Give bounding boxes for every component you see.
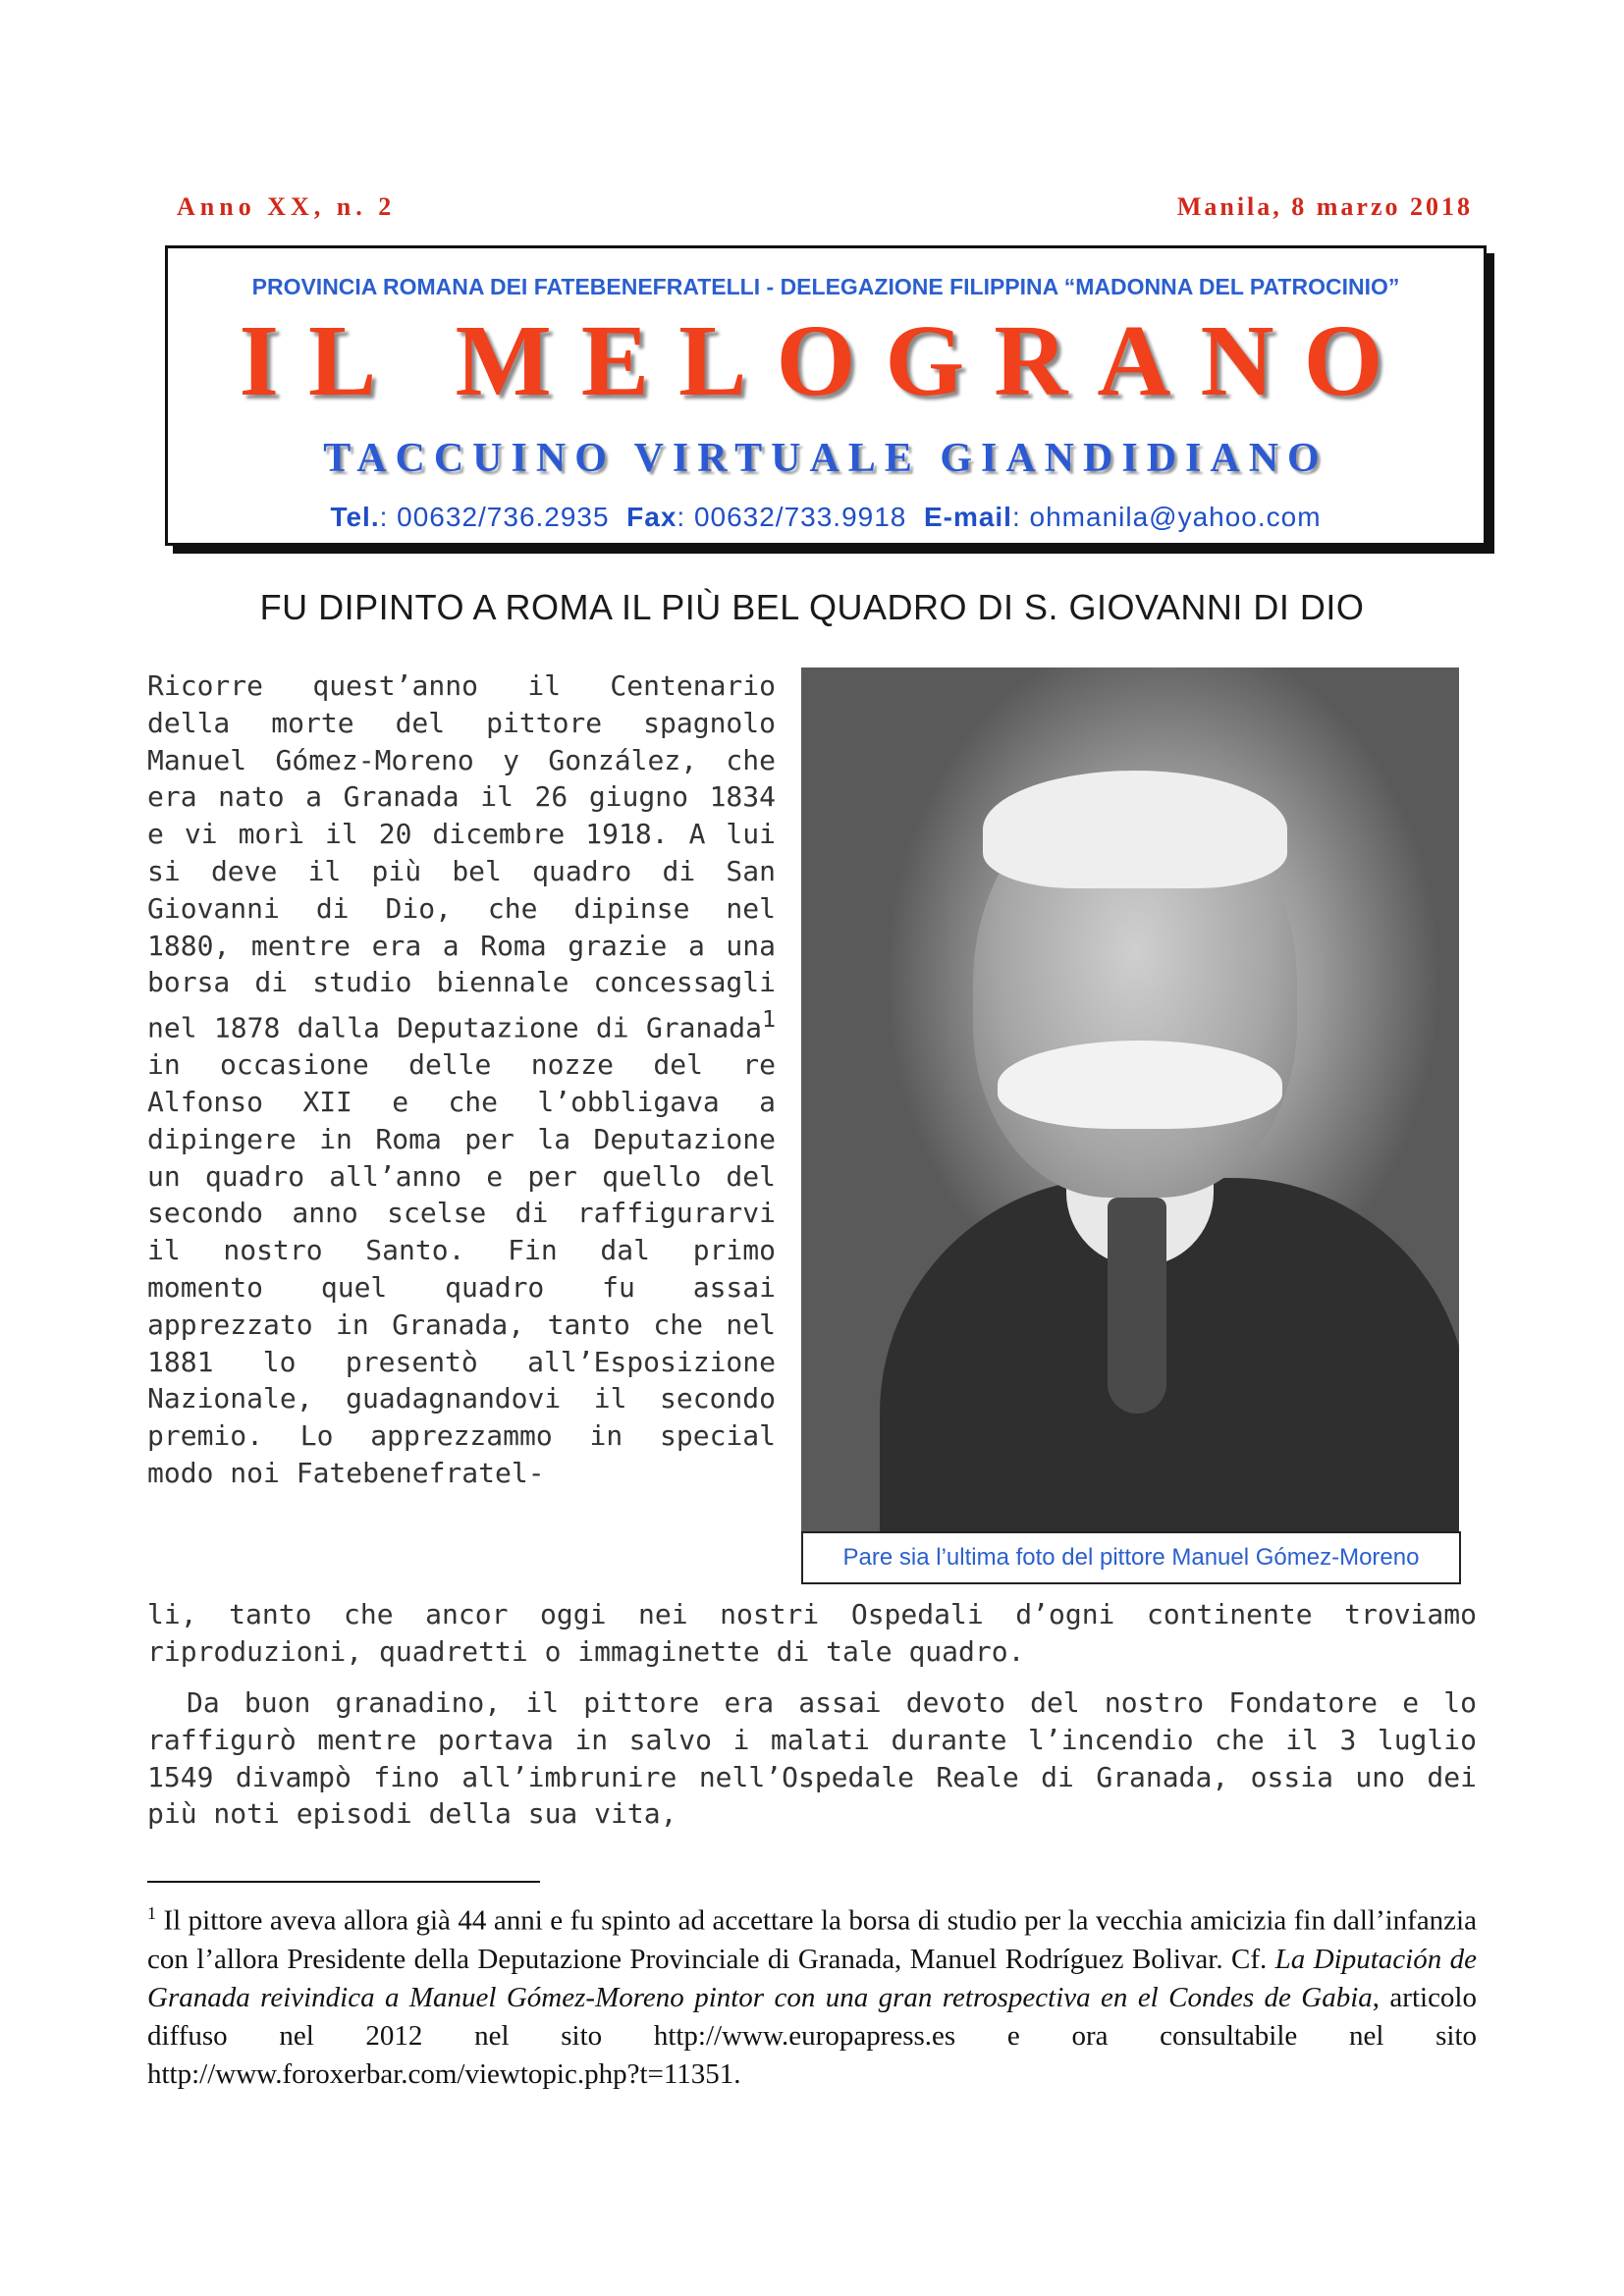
masthead-title: IL MELOGRANO bbox=[239, 304, 1413, 417]
article-paragraph-1 bbox=[147, 667, 776, 1492]
photo-caption: Pare sia l’ultima foto del pittore Manuel Gómez-Moreno bbox=[801, 1531, 1461, 1584]
paragraph-1-continued: li, tanto che ancor oggi nei nostri Ospedali d’ogni continente troviamo riproduzioni, quadretti o immaginette di tale quadro. bbox=[147, 1598, 1477, 1668]
photo-tie bbox=[1108, 1198, 1166, 1414]
paragraph-1-text-a: Ricorre quest’anno il Centenario della morte del pittore spagnolo Manuel Gómez-Moreno y González, che era nato a Granada il 26 giugno 1834 e vi morì il 20 dicembre 1918. A lui si deve il più bel quadro di San Giovanni di Dio, che dipinse nel 1880, mentre era a Roma grazie a una borsa di studio biennale concessagli nel 1878 dalla Deputazione di Granada bbox=[147, 669, 776, 1044]
article-paragraph-2: Da buon granadino, il pittore era assai devoto del nostro Fondatore e lo raffigurò mentre portava in salvo i malati durante l’incendio che il 3 luglio 1549 divampò fino all’imbrunire nell’Ospedale Reale di Granada, ossia uno dei più noti episodi della sua vita, bbox=[147, 1686, 1477, 1831]
footnote-reference: 1 bbox=[761, 1005, 776, 1034]
footnote-number: 1 bbox=[147, 1903, 156, 1923]
issue-place-date: Manila, 8 marzo 2018 bbox=[1176, 192, 1473, 221]
footnote-italic-title: La Diputación de Granada reivindica a Manuel Gómez-Moreno pintor con una gran retrospectiva en el Condes de Gabia bbox=[147, 1943, 1477, 2013]
paragraph-1-text-b: in occasione delle nozze del re Alfonso XII e che l’obbligava a dipingere in Roma per la Deputazione un quadro all’anno e per quello del secondo anno scelse di raffigurarvi il nostro Santo. Fin dal primo momento quel quadro fu assai apprezzato in Granada, tanto che nel 1881 lo presentò all’Esposizione Nazionale, guadagnandovi il secondo premio. Lo apprezzammo in special modo noi Fatebenefratel- bbox=[147, 1048, 776, 1490]
issue-line bbox=[177, 192, 1473, 232]
footnote-text-a: Il pittore aveva allora già 44 anni e fu spinto ad accettare la borsa di studio per la vecchia amicizia fin dall’infanzia con l’allora Presidente della Deputazione Provinciale di Granada, Manuel Rodríguez Bolivar. Cf. bbox=[147, 1904, 1477, 1975]
footnote bbox=[147, 1895, 1477, 2094]
photo-mustache bbox=[998, 1041, 1282, 1129]
masthead-tagline: TACCUINO VIRTUALE GIANDIDIANO bbox=[323, 436, 1328, 481]
masthead bbox=[165, 245, 1487, 546]
footnote-text-b: , articolo diffuso nel 2012 nel sito http://www.europapress.es e ora consultabile nel sito http://www.foroxerbar.com/viewtopic.php?t=11351. bbox=[147, 1981, 1477, 2090]
issue-number: Anno XX, n. 2 bbox=[177, 192, 397, 221]
masthead-contact bbox=[168, 502, 1484, 533]
email-value: : ohmanila@yahoo.com bbox=[1011, 502, 1322, 532]
tel-value: : 00632/736.2935 bbox=[379, 502, 610, 532]
article-headline: FU DIPINTO A ROMA IL PIÙ BEL QUADRO DI S. GIOVANNI DI DIO bbox=[259, 587, 1365, 627]
masthead-subtitle: PROVINCIA ROMANA DEI FATEBENEFRATELLI - DELEGAZIONE FILIPPINA “MADONNA DEL PATROCINIO” bbox=[251, 274, 1400, 299]
photo-hair bbox=[983, 771, 1287, 888]
fax-label: Fax bbox=[626, 502, 677, 532]
tel-label: Tel. bbox=[330, 502, 380, 532]
email-label: E-mail bbox=[923, 502, 1012, 532]
portrait-photo bbox=[801, 667, 1459, 1531]
fax-value: : 00632/733.9918 bbox=[677, 502, 907, 532]
footnote-rule bbox=[147, 1881, 540, 1883]
